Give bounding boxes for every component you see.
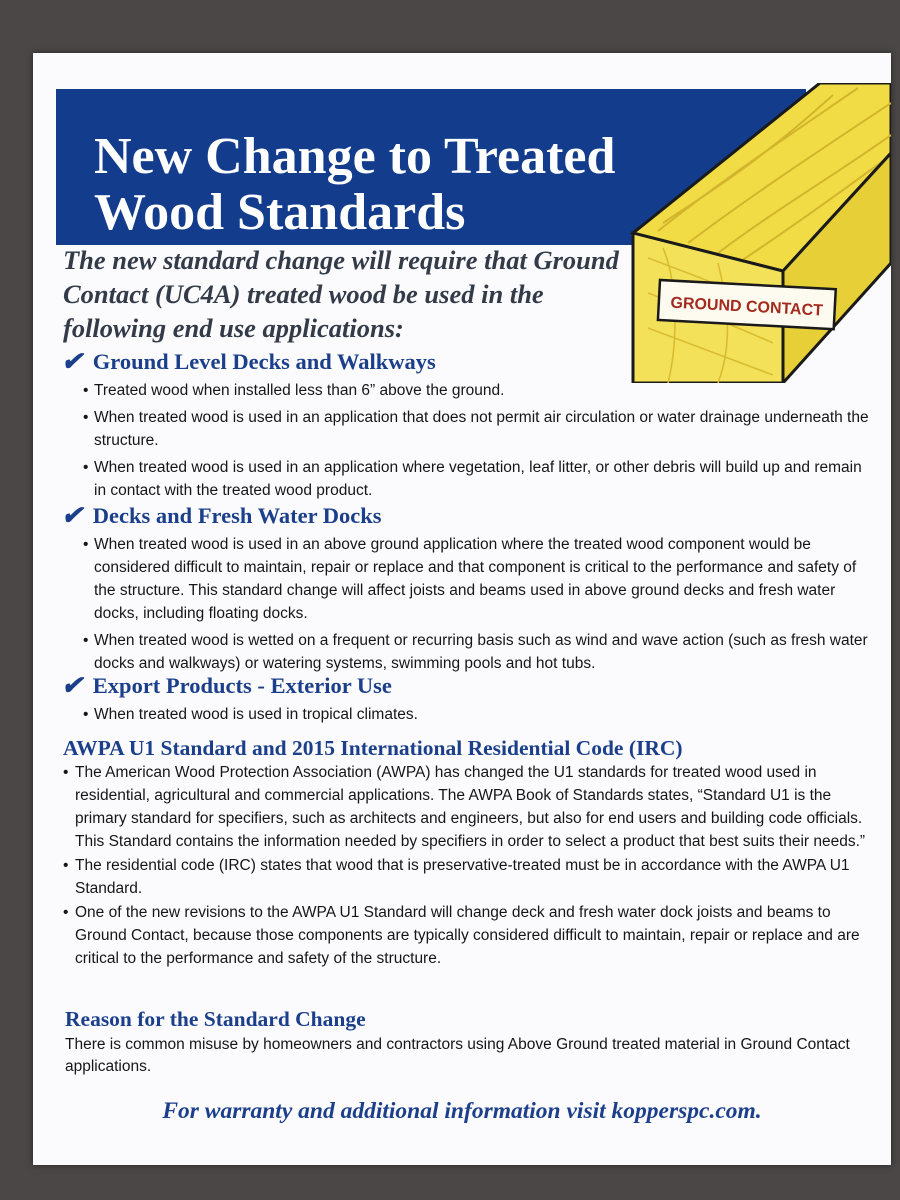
section-decks-docks xyxy=(61,503,871,679)
section-ground-level xyxy=(61,349,871,506)
list-item: • The residential code (IRC) states that wood that is preservative-treated must be in accordance with the AWPA U1 Standard. xyxy=(63,854,873,900)
list-item: • One of the new revisions to the AWPA U1 Standard will change deck and fresh water dock joists and beams to Ground Contact, because those components are typically considered difficult to maintain, repair or replace and are critical to the performance and safety of the structure. xyxy=(63,901,873,970)
reason-section xyxy=(65,1007,875,1078)
ground-contact-label-text: GROUND CONTACT xyxy=(670,294,824,320)
bullet-list xyxy=(61,703,871,726)
footer-text: For warranty and additional information visit kopperspc.com. xyxy=(162,1098,762,1124)
checkmark-icon: ✔ xyxy=(61,501,83,530)
intro-text: The new standard change will require that Ground Contact (UC4A) treated wood be used in the following end use applications: xyxy=(63,245,619,343)
reason-text: There is common misuse by homeowners and contractors using Above Ground treated material in Ground Contact applications. xyxy=(65,1036,850,1075)
bullet-list xyxy=(61,379,871,502)
awpa-section xyxy=(63,735,873,971)
section-heading xyxy=(61,349,871,375)
list-item: • When treated wood is used in an above ground application where the treated wood component would be considered difficult to maintain, repair or replace and that component is critical to the performance and safety of the structure. This standard change will affect joists and beams used in above ground decks and fresh water docks, including floating docks. xyxy=(61,533,871,625)
awpa-bullet-list xyxy=(63,761,873,970)
bullet-list xyxy=(61,533,871,675)
section-export-products xyxy=(61,673,871,730)
awpa-heading: AWPA U1 Standard and 2015 International Residential Code (IRC) xyxy=(63,736,683,760)
list-item: • Treated wood when installed less than 6” above the ground. xyxy=(61,379,871,402)
section-heading xyxy=(61,673,871,699)
checkmark-icon: ✔ xyxy=(61,347,83,376)
section-heading xyxy=(61,503,871,529)
section-heading-text: Export Products - Exterior Use xyxy=(92,673,392,698)
checkmark-icon: ✔ xyxy=(61,671,83,700)
flyer-sheet xyxy=(33,53,891,1165)
title-line-1: New Change to Treated xyxy=(94,128,616,185)
list-item: • When treated wood is wetted on a frequent or recurring basis such as wind and wave action (such as fresh water docks and walkways) or watering systems, swimming pools and hot tubs. xyxy=(61,629,871,675)
list-item: • When treated wood is used in tropical climates. xyxy=(61,703,871,726)
ground-contact-label xyxy=(658,280,836,329)
reason-heading: Reason for the Standard Change xyxy=(65,1007,366,1031)
list-item: • When treated wood is used in an application that does not permit air circulation or water drainage underneath the structure. xyxy=(61,406,871,452)
section-heading-text: Decks and Fresh Water Docks xyxy=(92,503,382,528)
list-item: • The American Wood Protection Association (AWPA) has changed the U1 standards for treated wood used in residential, agricultural and commercial applications. The AWPA Book of Standards states, “Standard U1 is the primary standard for specifiers, such as architects and engineers, but also for end users and building code officials. This Standard contains the information needed by specifiers in order to select a product that best suits their needs.” xyxy=(63,761,873,853)
title-line-2: Wood Standards xyxy=(94,184,466,241)
section-heading-text: Ground Level Decks and Walkways xyxy=(92,349,436,374)
list-item: • When treated wood is used in an application where vegetation, leaf litter, or other debris will build up and remain in contact with the treated wood product. xyxy=(61,456,871,502)
